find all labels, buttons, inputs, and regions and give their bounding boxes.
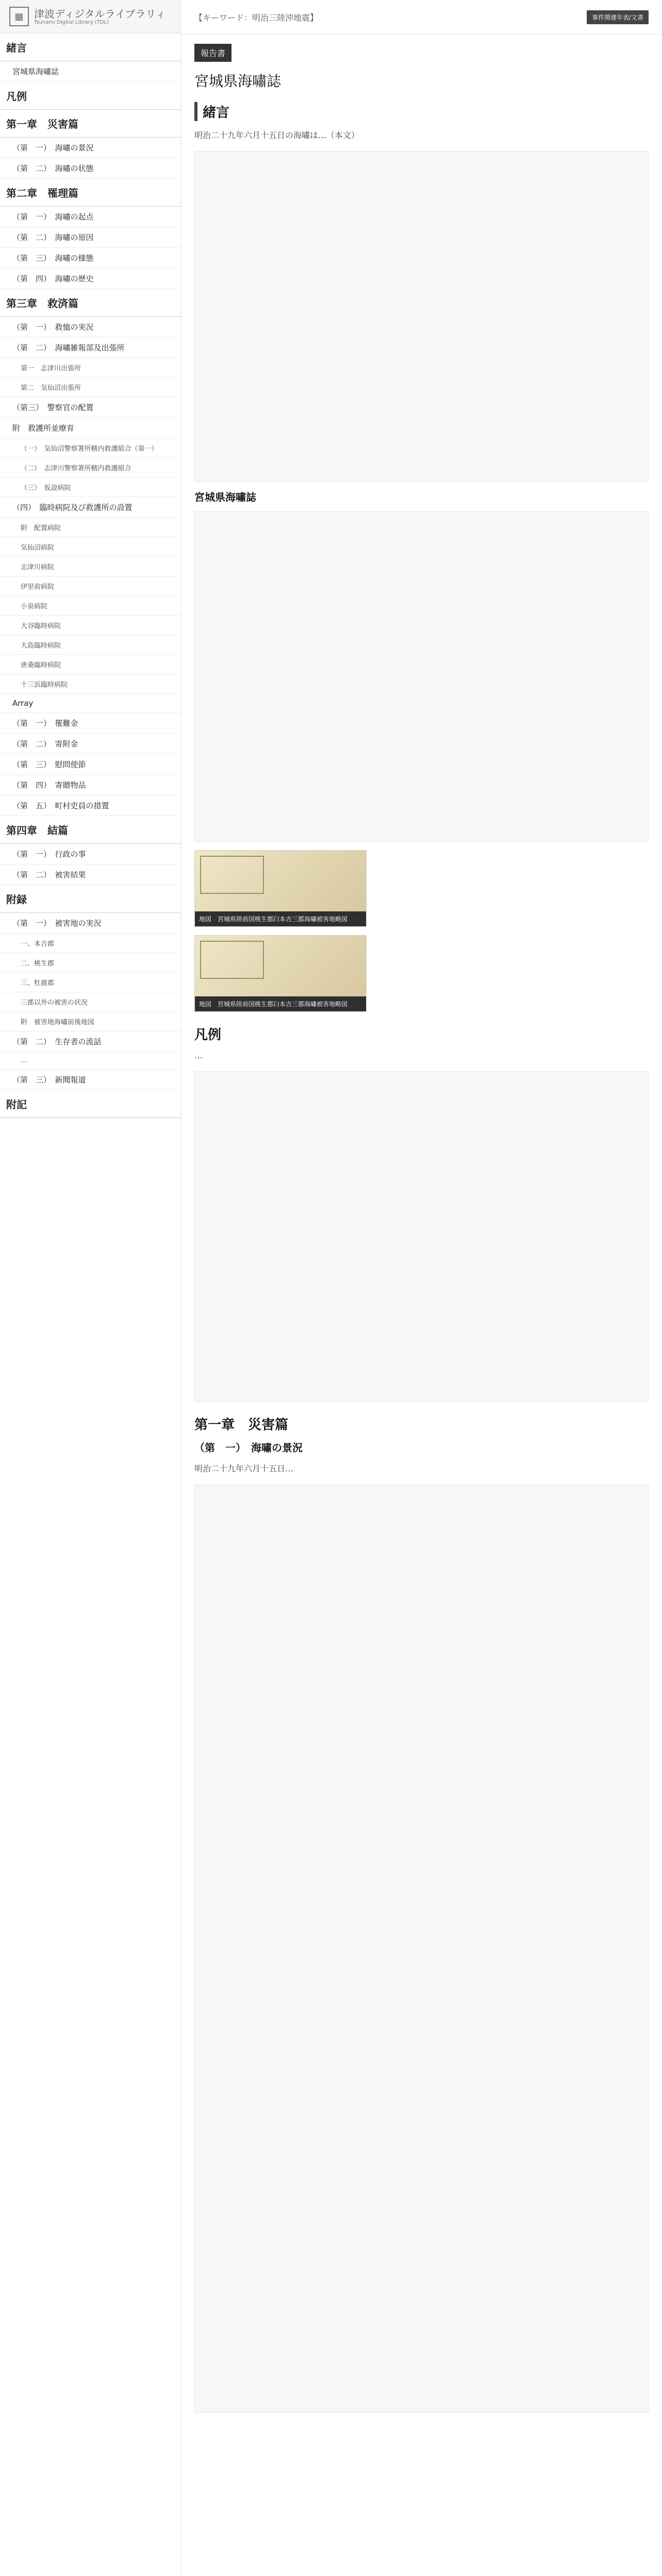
map-figure-1[interactable]	[194, 850, 367, 927]
sidebar-item[interactable]: （第 一） 海嘯の起点	[0, 207, 180, 227]
sidebar-item[interactable]: （第三） 警察官の配置	[0, 397, 180, 418]
sidebar-item[interactable]: 三郡以外の被害の状況	[0, 992, 180, 1012]
map-thumbnail-1	[195, 851, 366, 911]
sidebar-item[interactable]: 第二 気仙沼出張所	[0, 378, 180, 397]
sidebar-item[interactable]: 附記	[0, 1090, 180, 1118]
nav-list	[0, 33, 180, 1118]
sidebar-item[interactable]: 唐桑臨時病院	[0, 655, 180, 674]
sidebar-item[interactable]: （第 二） 寄附金	[0, 734, 180, 754]
sidebar-item[interactable]: 伊里前病院	[0, 577, 180, 596]
hanrei-heading: 凡例	[194, 1027, 222, 1043]
keyword-breadcrumb: 【キーワード：明治三陸沖地震】	[194, 12, 319, 23]
sidebar-item[interactable]: 三、牡鹿郡	[0, 973, 180, 992]
main	[181, 0, 662, 2576]
sidebar-item[interactable]: 小泉病院	[0, 596, 180, 616]
sidebar-item[interactable]: （第 二） 海嘯雑報部及出張所	[0, 337, 180, 358]
chapter-1-paragraph: 明治二十九年六月十五日…	[194, 1464, 294, 1473]
map-figure-2[interactable]	[194, 935, 367, 1012]
app-subname: Tsunami Digital Library (TDL)	[34, 19, 109, 25]
sidebar-item[interactable]: 第一章 災害篇	[0, 110, 180, 138]
sidebar-item[interactable]: （第 五） 町村吏員の措置	[0, 795, 180, 816]
chapter-1-subheading: （第 一） 海嘯の景況	[194, 1442, 303, 1454]
sidebar-item[interactable]: （第 一） 海嘯の景況	[0, 138, 180, 158]
map-caption-2: 地図 宮城県陸前国桃生郡臼本吉三郡海嘯被害地略図	[195, 996, 366, 1011]
library-logo-icon: ▦	[9, 7, 29, 26]
sidebar-item[interactable]: （第 二） 海嘯の原因	[0, 227, 180, 248]
app-logo[interactable]	[0, 0, 180, 33]
sidebar-item[interactable]: （第 二） 被害結果	[0, 865, 180, 885]
sidebar-item[interactable]: Array	[0, 694, 180, 713]
sidebar-item[interactable]: （四） 臨時病院及び救護所の設置	[0, 497, 180, 518]
sidebar-item[interactable]: 第四章 結篇	[0, 816, 180, 844]
preface-paragraph: 明治二十九年六月十五日の海嘯は…（本文）	[194, 130, 360, 140]
sidebar-item[interactable]: 宮城県海嘯誌	[0, 61, 180, 82]
content	[181, 35, 662, 2429]
app-name: 津波ディジタルライブラリィ	[34, 7, 166, 20]
sidebar-item[interactable]: 附録	[0, 885, 180, 913]
sidebar-item[interactable]: 二、桃生郡	[0, 953, 180, 973]
sidebar-item[interactable]: （第 一） 罹難金	[0, 713, 180, 734]
sidebar-item[interactable]: 附 被害地海嘯前後地図	[0, 1012, 180, 1031]
sidebar-item[interactable]: …	[0, 1052, 180, 1070]
hanrei-text-block	[194, 1071, 649, 1402]
sidebar-item[interactable]: 第一 志津川出張所	[0, 358, 180, 378]
intro-text-block	[194, 511, 649, 842]
hanrei-paragraph: …	[194, 1050, 203, 1060]
sidebar-item[interactable]: 十三浜臨時病院	[0, 674, 180, 694]
hanrei-inline-title: 宮城県海嘯誌	[194, 491, 256, 503]
sidebar-item[interactable]: 附 救護所並療育	[0, 418, 180, 438]
map-caption-1: 地図 宮城県陸前国桃生郡臼本吉三郡海嘯被害地略図	[195, 911, 366, 926]
sidebar-item[interactable]: （第 一） 行政の事	[0, 844, 180, 865]
sidebar-item[interactable]: 第三章 救済篇	[0, 289, 180, 317]
sidebar-item[interactable]: （第 一） 救恤の実況	[0, 317, 180, 337]
sidebar-item[interactable]: （第 二） 生存者の流話	[0, 1031, 180, 1052]
sidebar-item[interactable]: 緒言	[0, 33, 180, 61]
sidebar-item[interactable]: （第 三） 慰問使節	[0, 754, 180, 775]
report-tag: 報告書	[194, 44, 231, 62]
sidebar-item[interactable]: （第 三） 海嘯の様態	[0, 248, 180, 268]
sidebar-item[interactable]: （第 三） 新聞報道	[0, 1070, 180, 1090]
chapter-1-heading: 第一章 災害篇	[194, 1417, 289, 1433]
sidebar-item[interactable]: （三） 仮設病院	[0, 478, 180, 497]
sidebar-item[interactable]: 大島臨時病院	[0, 635, 180, 655]
sidebar-item[interactable]: （第 四） 海嘯の歴史	[0, 268, 180, 289]
preface-heading: 緒言	[194, 102, 649, 121]
logo-text	[34, 8, 166, 25]
sidebar-item[interactable]: （第 一） 被害地の実況	[0, 913, 180, 934]
sidebar-item[interactable]: （第 二） 海嘯の状態	[0, 158, 180, 179]
related-docs-button[interactable]: 事件関連年表/文書	[587, 10, 649, 24]
chapter-1-text-block	[194, 1484, 649, 2413]
topbar	[181, 0, 662, 35]
sidebar-item[interactable]: 気仙沼病院	[0, 537, 180, 557]
preface-text-block	[194, 151, 649, 482]
sidebar-item[interactable]: 大谷臨時病院	[0, 616, 180, 635]
sidebar-item[interactable]: 一、本吉郡	[0, 934, 180, 953]
sidebar-item[interactable]: （一） 気仙沼警察署所轄内救護組合（第一）	[0, 438, 180, 458]
map-thumbnail-2	[195, 936, 366, 996]
sidebar-item[interactable]: 第二章 罹理篇	[0, 179, 180, 207]
sidebar-item[interactable]: 附 配置病院	[0, 518, 180, 537]
sidebar-item[interactable]: 志津川病院	[0, 557, 180, 577]
document-title: 宮城県海嘯誌	[194, 73, 282, 90]
sidebar	[0, 0, 181, 2576]
sidebar-item[interactable]: （第 四） 寄贈物品	[0, 775, 180, 795]
sidebar-item[interactable]: （二） 志津川警察署所轄内救護組合	[0, 458, 180, 478]
sidebar-item[interactable]: 凡例	[0, 82, 180, 110]
